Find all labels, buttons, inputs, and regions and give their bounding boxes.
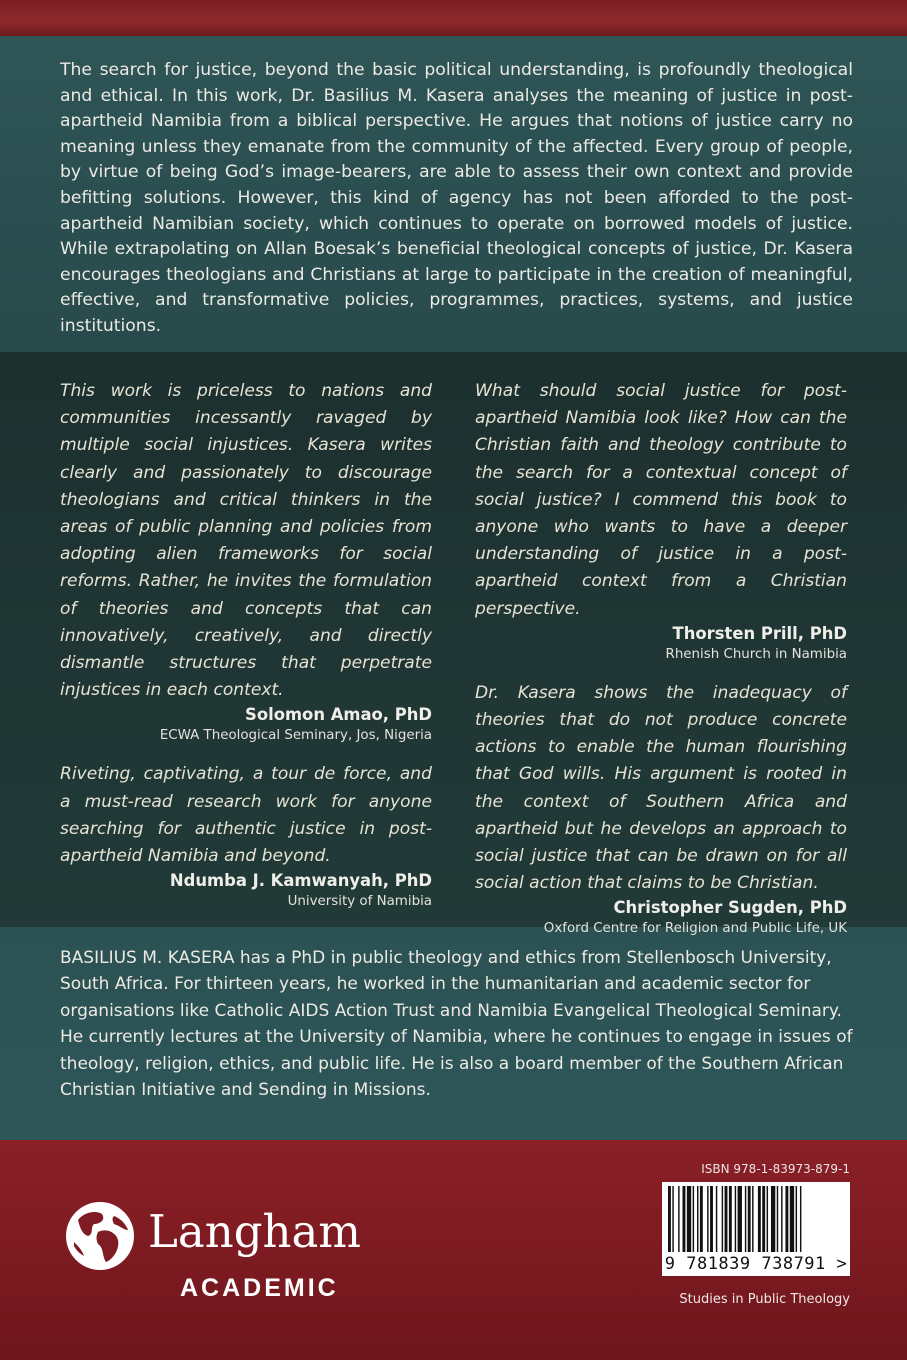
barcode-bar: [716, 1186, 717, 1252]
barcode-bar: [762, 1186, 765, 1252]
barcode-bar: [710, 1186, 713, 1252]
barcode-bar: [800, 1186, 801, 1252]
endorsements-left-column: [60, 378, 432, 927]
barcode-bar: [738, 1186, 742, 1252]
barcode-bar: [735, 1186, 736, 1252]
barcode-bar: [678, 1186, 679, 1252]
barcode-bar: [687, 1186, 691, 1252]
endorser-name: Christopher Sugden, PhD: [613, 898, 847, 918]
barcode-bar: [672, 1186, 673, 1252]
endorser-affiliation: ECWA Theological Seminary, Jos, Nigeria: [159, 728, 432, 744]
barcode-bar: [745, 1186, 746, 1252]
barcode-digits: 9 781839 738791 >: [662, 1252, 850, 1276]
barcode-bar: [777, 1186, 778, 1252]
endorsement-quote: What should social justice for post-apartheid Namibia look like? How can the Christian faith and theology contribute to the search for a contextual concept of social justice? I commend this book to anyone who wants to have a deeper understanding of justice in a post-apartheid context from a Christian perspective.: [475, 381, 847, 619]
barcode-bar: [729, 1186, 732, 1252]
book-blurb: The search for justice, beyond the basic political understanding, is profoundly theological and ethical. In this work, Dr. Basilius M. Kasera analyses the meaning of justice in post-apartheid Namibia from a biblical perspective. He argues that notions of justice carry no meaning unless they emanate from the community of the affected. Every group of people, by virtue of being God’s image-bearers, are able to assess their own context and provide befitting solutions. However, this kind of agency has not been afforded to the post-apartheid Namibian society, which continues to operate on borrowed models of justice. While extrapolating on Allan Boesak’s beneficial theological concepts of justice, Dr. Kasera encourages theologians and Christians at large to participate in the creation of meaningful, effective, and transformative policies, programmes, practices, systems, and justice institutions.: [60, 60, 853, 336]
author-bio: BASILIUS M. KASERA has a PhD in public theology and ethics from Stellenbosch University, South Africa. For thirteen years, he worked in the humanitarian and academic sector for organisations like Catholic AIDS Action Trust and Namibia Evangelical Theological Seminary. He currently lectures at the University of Namibia, where he continues to engage in issues of theology, religion, ethics, and public life. He is also a board member of the Southern African Christian Initiative and Sending in Missions.: [60, 948, 853, 1101]
endorsement-quote: Riveting, captivating, a tour de force, and a must-read research work for anyone searching for authentic justice in post-apartheid Namibia and beyond.: [60, 764, 432, 867]
endorser-name: Solomon Amao, PhD: [245, 705, 432, 725]
barcode-bar: [722, 1186, 723, 1252]
endorsements-right-column: [475, 378, 847, 954]
barcode-bar: [771, 1186, 775, 1252]
endorser-affiliation: Rhenish Church in Namibia: [665, 646, 847, 662]
barcode-bar: [790, 1186, 794, 1252]
barcode-bar: [748, 1186, 751, 1252]
endorser-name: Thorsten Prill, PhD: [672, 623, 847, 643]
barcode-bar: [668, 1186, 671, 1252]
barcode-bar: [697, 1186, 698, 1252]
logo-wordmark: Langham: [148, 1205, 361, 1258]
barcode-bar: [707, 1186, 708, 1252]
barcode-bar: [796, 1186, 797, 1252]
top-red-band: [0, 0, 907, 36]
barcode-bar: [700, 1186, 703, 1252]
logo-subtitle: ACADEMIC: [180, 1274, 339, 1302]
endorser-affiliation: Oxford Centre for Religion and Public Life, UK: [543, 921, 847, 937]
barcode-bars: [662, 1182, 850, 1254]
endorser-affiliation: University of Namibia: [287, 894, 432, 910]
endorser-name: Ndumba J. Kamwanyah, PhD: [169, 871, 432, 891]
isbn-label: ISBN 978-1-83973-879-1: [701, 1162, 850, 1176]
publisher-logo: [62, 1198, 392, 1313]
series-label: Studies in Public Theology: [679, 1292, 850, 1307]
barcode-bar: [683, 1186, 686, 1252]
barcode-bar: [758, 1186, 761, 1252]
barcode-bar: [725, 1186, 728, 1252]
barcode-bar: [767, 1186, 768, 1252]
endorsement-quote: Dr. Kasera shows the inadequacy of theories that do not produce concrete actions to enable the human flourishing that God wills. His argument is rooted in the context of Southern Africa and apartheid but he develops an approach to social justice that can be drawn on for all social action that claims to be Christian.: [475, 682, 847, 894]
globe-icon: [62, 1198, 138, 1274]
barcode-bar: [781, 1186, 782, 1252]
barcode-bar: [785, 1186, 788, 1252]
barcode-bar: [752, 1186, 753, 1252]
barcode-bar: [693, 1186, 694, 1252]
endorsement-quote: This work is priceless to nations and communities incessantly ravaged by multiple social injustices. Kasera writes clearly and passionately to discourage theologians and critical thinkers in the areas of public planning and policies from adopting alien frameworks for social reforms. Rather, he invites the formulation of theories and concepts that can innovatively, creatively, and directly dismantle structures that perpetrate injustices in each context.: [60, 381, 432, 701]
